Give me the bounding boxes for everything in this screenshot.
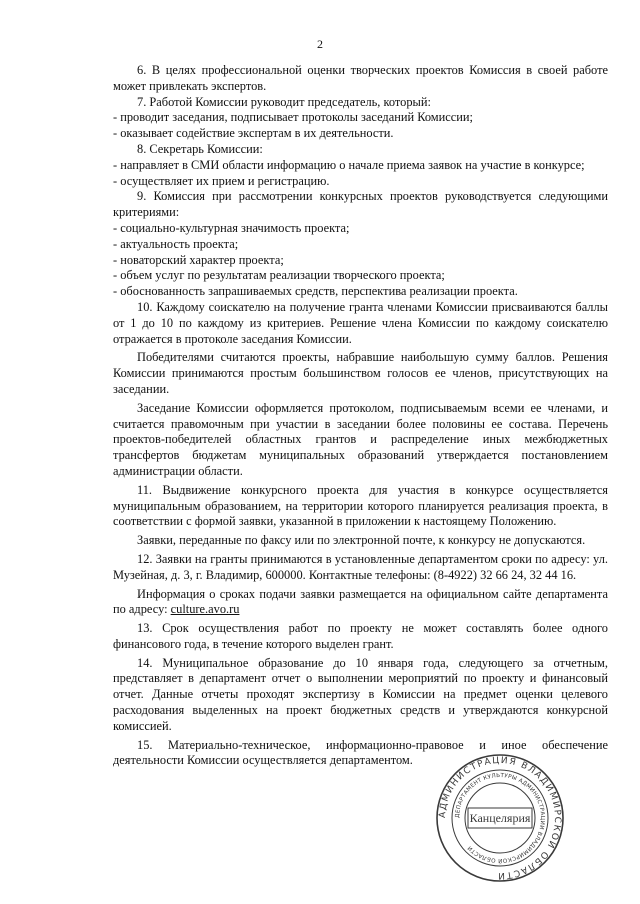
list-item: - объем услуг по результатам реализации творческого проекта; <box>113 268 445 283</box>
list-item: - социально-культурная значимость проекта; <box>113 220 350 235</box>
paragraph: 10. Каждому соискателю на получение гранта членами Комиссии присваиваются баллы от 1 до 10 по каждому из критериев. Решение члена Комиссии по каждому соискателю отражается в протоколе заседания Комиссии. <box>113 299 608 346</box>
list-item: - актуальность проекта; <box>113 236 239 251</box>
list-item: - новаторский характер проекта; <box>113 252 284 267</box>
paragraph-text: Информация о сроках подачи заявки размещается на официальном сайте департамента по адресу: <box>113 586 608 617</box>
stamp-center-text: Канцелярия <box>469 811 531 825</box>
paragraph <box>113 587 608 619</box>
office-stamp <box>434 752 566 884</box>
website-link[interactable]: culture.avo.ru <box>170 602 240 617</box>
list-item: - оказывает содействие экспертам в их деятельности. <box>113 126 394 141</box>
list-item: - проводит заседания, подписывает протоколы заседаний Комиссии; <box>113 110 473 125</box>
paragraph: 11. Выдвижение конкурсного проекта для участия в конкурсе осуществляется муниципальным образованием, на территории которого планируется реализация проекта, в соответствии с формой заявки, указанной в приложении к настоящему Положению. <box>113 482 608 529</box>
page-number: 2 <box>317 37 323 51</box>
list-item: - направляет в СМИ области информацию о начале приема заявок на участие в конкурсе; <box>113 157 585 172</box>
document-body <box>113 63 608 769</box>
paragraph: 12. Заявки на гранты принимаются в установленные департаментом сроки по адресу: ул. Музейная, д. 3, г. Владимир, 600000. Контактные телефоны: (8-4922) 32 66 24, 32 44 16. <box>113 551 608 582</box>
stamp-outer-text: АДМИНИСТРАЦИЯ ВЛАДИМИРСКОЙ ОБЛАСТИ <box>437 755 563 881</box>
stamp-inner-text: ДЕПАРТАМЕНТ КУЛЬТУРЫ АДМИНИСТРАЦИИ ВЛАДИМИРСКОЙ ОБЛАСТИ <box>454 772 546 864</box>
paragraph: 14. Муниципальное образование до 10 января года, следующего за отчетным, представляет в департамент отчет о выполнении мероприятий по проекту и финансовый отчет. Данные отчеты проходят экспертизу в Комиссии на предмет оценки целевого расходования выделенных на проект бюджетных средств и утверждаются конкурсной комиссией. <box>113 655 608 733</box>
paragraph: 6. В целях профессиональной оценки творческих проектов Комиссия в своей работе может привлекать экспертов. <box>113 63 608 93</box>
paragraph: 8. Секретарь Комиссии: <box>137 141 263 156</box>
paragraph: 13. Срок осуществления работ по проекту не может составлять более одного финансового года, в течение которого выделен грант. <box>113 621 608 651</box>
paragraph: Победителями считаются проекты, набравшие наибольшую сумму баллов. Решения Комиссии принимаются простым большинством голосов ее членов, присутствующих на заседании. <box>113 350 608 396</box>
list-item: - обоснованность запрашиваемых средств, перспектива реализации проекта. <box>113 284 518 299</box>
paragraph: Заявки, переданные по факсу или по электронной почте, к конкурсу не допускаются. <box>137 533 586 548</box>
paragraph: 7. Работой Комиссии руководит председатель, который: <box>137 94 431 109</box>
paragraph: Заседание Комиссии оформляется протоколом, подписываемым всеми ее членами, и считается правомочным при участии в заседании более половины ее состава. Перечень проектов-победителей областных грантов и распределение иных межбюджетных трансфертов бюджетам муниципальных образований утверждается постановлением администрации области. <box>113 400 608 478</box>
list-item: - осуществляет их прием и регистрацию. <box>113 173 330 188</box>
paragraph: 15. Материально-техническое, информационно-правовое и иное обеспечение деятельности Комиссии осуществляется департаментом. <box>113 737 608 768</box>
paragraph: 9. Комиссия при рассмотрении конкурсных проектов руководствуется следующими критериями: <box>113 189 608 220</box>
